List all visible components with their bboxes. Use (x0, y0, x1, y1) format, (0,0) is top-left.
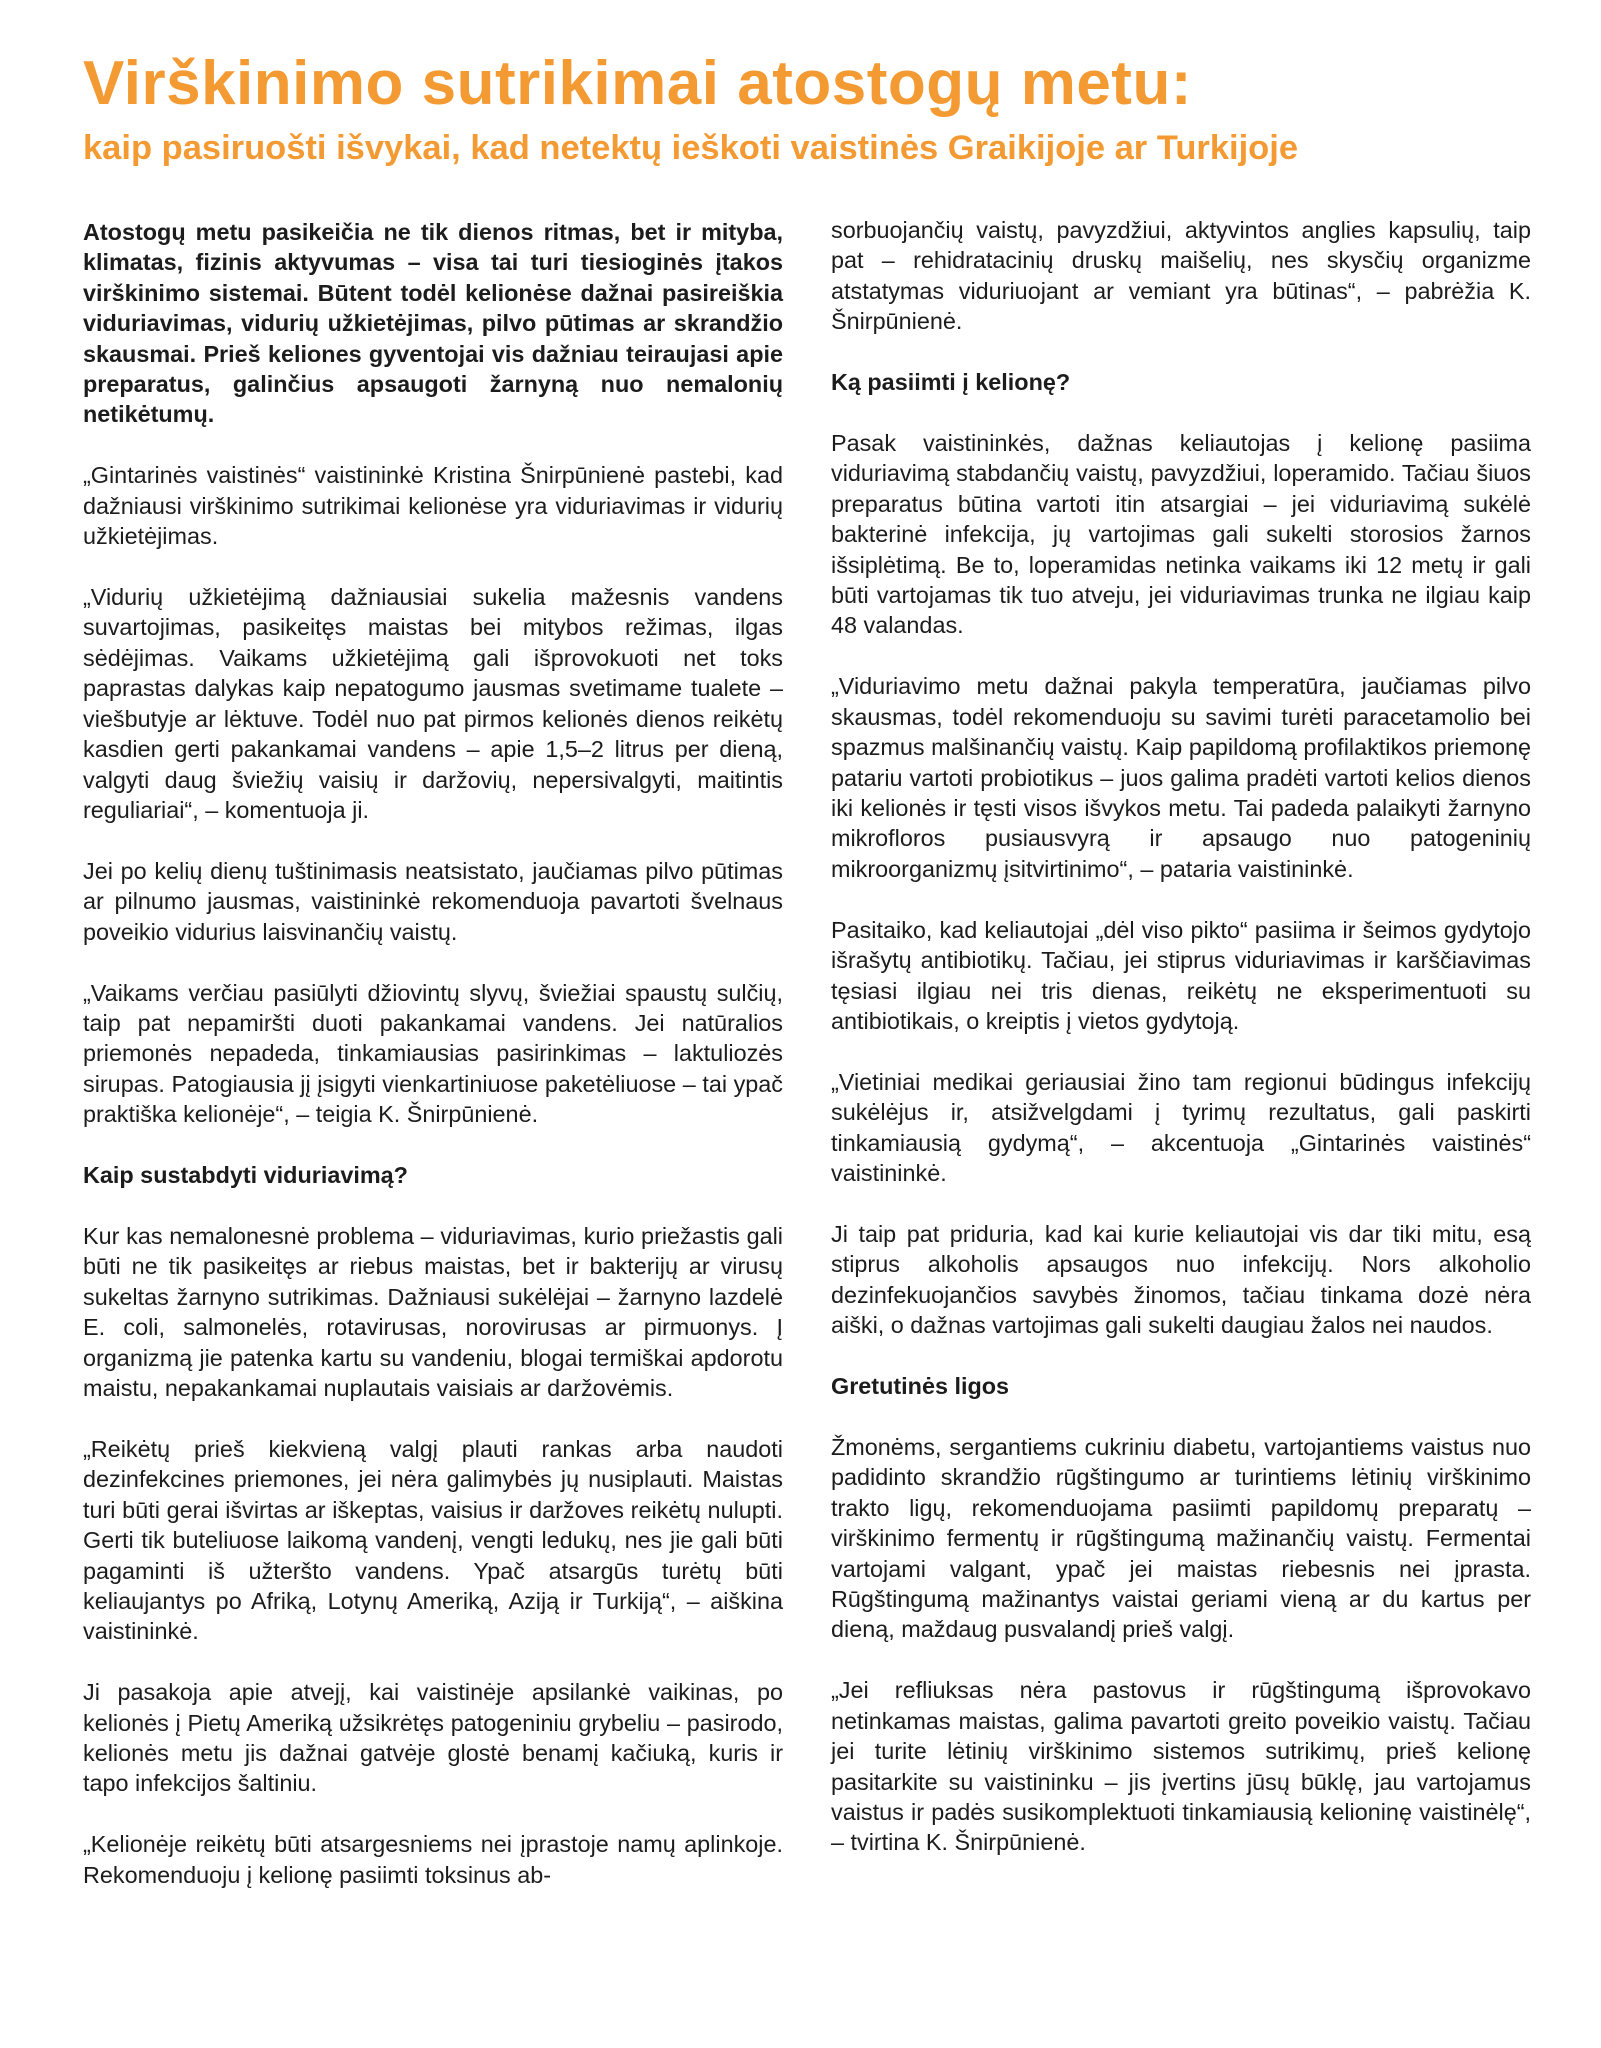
paragraph: Žmonėms, sergantiems cukriniu diabetu, vartojantiems vaistus nuo padidinto skrandžio rūgštingumo ar turintiems lėtinių virškinimo trakto ligų, rekomenduojama pasiimti papildomų preparatų – virškinimo fermentų ir rūgštingumą mažinančių vaistų. Fermentai vartojami valgant, ypač jei maistas riebesnis nei įprasta. Rūgštingumą mažinantys vaistai geriami vieną ar du kartus per dieną, maždaug pusvalandį prieš valgį. (831, 1434, 1531, 1643)
section-heading: Ką pasiimti į kelionę? (831, 369, 1071, 396)
paragraph: „Reikėtų prieš kiekvieną valgį plauti rankas arba naudoti dezinfekcines priemones, jei nėra galimybės jų nusiplauti. Maistas turi būti gerai išvirtas ar iškeptas, vaisius ir daržoves reikėtų nulupti. Gerti tik buteliuose laikomą vandenį, vengti ledukų, nes jie gali būti pagaminti iš užteršto vandens. Ypač atsargūs turėtų būti keliaujantys po Afriką, Lotynų Ameriką, Aziją ir Turkiją“, – aiškina vaistininkė. (83, 1435, 783, 1645)
paragraph: „Kelionėje reikėtų būti atsargesniems nei įprastoje namų aplinkoje. Rekomenduoju į kelionę pasiimti toksinus ab- (83, 1831, 783, 1888)
paragraph: „Jei refliuksas nėra pastovus ir rūgštingumą išprovokavo netinkamas maistas, galima pavartoti greito poveikio vaistų. Tačiau jei turite lėtinių virškinimo sistemos sutrikimų, prieš kelionę pasitarkite su vaistininku – jis įvertins jūsų būklę, jau vartojamus vaistus ir padės susikomplektuoti tinkamiausią kelioninę vaistinėlę“, – tvirtina K. Šnirpūnienė. (831, 1677, 1531, 1856)
paragraph: Pasitaiko, kad keliautojai „dėl viso pikto“ pasiima ir šeimos gydytojo išrašytų antibiotikų. Tačiau, jei stiprus viduriavimas ir karščiavimas tęsiasi ilgiau nei tris dienas, reikėtų ne eksperimentuoti su antibiotikais, o kreiptis į vietos gydytoją. (831, 916, 1531, 1034)
article-subtitle: kaip pasiruošti išvykai, kad netektų ieškoti vaistinės Graikijoje ar Turkijoje (83, 129, 1299, 167)
paragraph: „Gintarinės vaistinės“ vaistininkė Kristina Šnirpūnienė pastebi, kad dažniausi virškinimo sutrikimai kelionėse yra viduriavimas ir vidurių užkietėjimas. (83, 462, 783, 550)
paragraph: Pasak vaistininkės, dažnas keliautojas į kelionę pasiima viduriavimą stabdančių vaistų, pavyzdžiui, loperamido. Tačiau šiuos preparatus būtina vartoti itin atsargiai – jei viduriavimą sukėlė bakterinė infekcija, jų vartojimas gali sukelti storosios žarnos išsiplėtimą. Be to, loperamidas netinka vaikams iki 12 metų ir gali būti vartojamas tik tuo atveju, jei viduriavimas trunka ne ilgiau kaip 48 valandas. (831, 430, 1531, 639)
section-heading: Kaip sustabdyti viduriavimą? (83, 1162, 408, 1189)
paragraph: Kur kas nemalonesnė problema – viduriavimas, kurio priežastis gali būti ne tik pasikeitęs ar riebus maistas, bet ir bakterijų ar virusų sukeltas žarnyno sutrikimas. Dažniausi sukėlėjai – žarnyno lazdelė E. coli, salmonelės, rotavirusas, norovirusas ar pirmuonys. Į organizmą jie patenka kartu su vandeniu, blogai termiškai apdorotu maistu, nepakankamai nuplautais vaisiais ar daržovėmis. (83, 1222, 783, 1401)
paragraph: Ji taip pat priduria, kad kai kurie keliautojai vis dar tiki mitu, esą stiprus alkoholis apsaugos nuo infekcijų. Nors alkoholio dezinfekuojančios savybės žinomos, tačiau tinkama dozė nėra aiški, o dažnas vartojimas gali sukelti daugiau žalos nei naudos. (831, 1220, 1531, 1339)
right-column (831, 215, 1531, 1888)
left-column (83, 217, 783, 1921)
lead-paragraph: Atostogų metu pasikeičia ne tik dienos ritmas, bet ir mityba, klimatas, fizinis aktyvumas – visa tai turi tiesioginės įtakos virškinimo sistemai. Būtent todėl kelionėse dažnai pasireiškia viduriavimas, vidurių užkietėjimas, pilvo pūtimas ar skrandžio skausmai. Prieš keliones gyventojai vis dažniau teiraujasi apie preparatus, galinčius apsaugoti žarnyną nuo nemalonių netikėtumų. (83, 219, 783, 428)
section-heading: Gretutinės ligos (831, 1373, 1010, 1400)
paragraph: Ji pasakoja apie atvejį, kai vaistinėje apsilankė vaikinas, po kelionės į Pietų Ameriką užsikrėtęs patogeniniu grybeliu – pasirodo, kelionės metu jis dažnai gatvėje glostė benamį kačiuką, kuris ir tapo infekcijos šaltiniu. (83, 1679, 783, 1797)
paragraph: „Viduriavimo metu dažnai pakyla temperatūra, jaučiamas pilvo skausmas, todėl rekomenduoju su savimi turėti paracetamolio bei spazmus malšinančių vaistų. Kaip papildomą profilaktikos priemonę patariu vartoti probiotikus – juos galima pradėti vartoti kelios dienos iki kelionės ir tęsti visos išvykos metu. Tai padeda palaikyti žarnyno mikrofloros pusiausvyrą ir apsaugo nuo patogeninių mikroorganizmų įsitvirtinimo“, – pataria vaistininkė. (831, 673, 1531, 882)
article-title: Virškinimo sutrikimai atostogų metu: (83, 49, 1192, 118)
paragraph: „Vietiniai medikai geriausiai žino tam regionui būdingus infekcijų sukėlėjus ir, atsižvelgdami į tyrimų rezultatus, gali paskirti tinkamiausią gydymą“, – akcentuoja „Gintarinės vaistinės“ vaistininkė. (831, 1068, 1531, 1187)
paragraph: sorbuojančių vaistų, pavyzdžiui, aktyvintos anglies kapsulių, taip pat – rehidratacinių druskų maišelių, nes skysčių organizme atstatymas viduriuojant ar vemiant yra būtinas“, – pabrėžia K. Šnirpūnienė. (831, 217, 1531, 335)
paragraph: Jei po kelių dienų tuštinimasis neatsistato, jaučiamas pilvo pūtimas ar pilnumo jausmas, vaistininkė rekomenduoja pavartoti švelnaus poveikio vidurius laisvinančių vaistų. (83, 857, 783, 945)
paragraph: „Vaikams verčiau pasiūlyti džiovintų slyvų, šviežiai spaustų sulčių, taip pat nepamiršti duoti pakankamai vandens. Jei natūralios priemonės nepadeda, tinkamiausias pasirinkimas – laktuliozės sirupas. Patogiausia jį įsigyti vienkartiniuose paketėliuose – tai ypač praktiška kelionėje“, – teigia K. Šnirpūnienė. (83, 979, 783, 1128)
paragraph: „Vidurių užkietėjimą dažniausiai sukelia mažesnis vandens suvartojimas, pasikeitęs maistas bei mitybos režimas, ilgas sėdėjimas. Vaikams užkietėjimą gali išprovokuoti net toks paprastas dalykas kaip nepatogumo jausmas svetimame tualete – viešbutyje ar lėktuve. Todėl nuo pat pirmos kelionės dienos reikėtų kasdien gerti pakankamai vandens – apie 1,5–2 litrus per dieną, valgyti daug šviežių vaisių ir daržovių, nepersivalgyti, maitintis reguliariai“, – komentuoja ji. (83, 584, 783, 823)
